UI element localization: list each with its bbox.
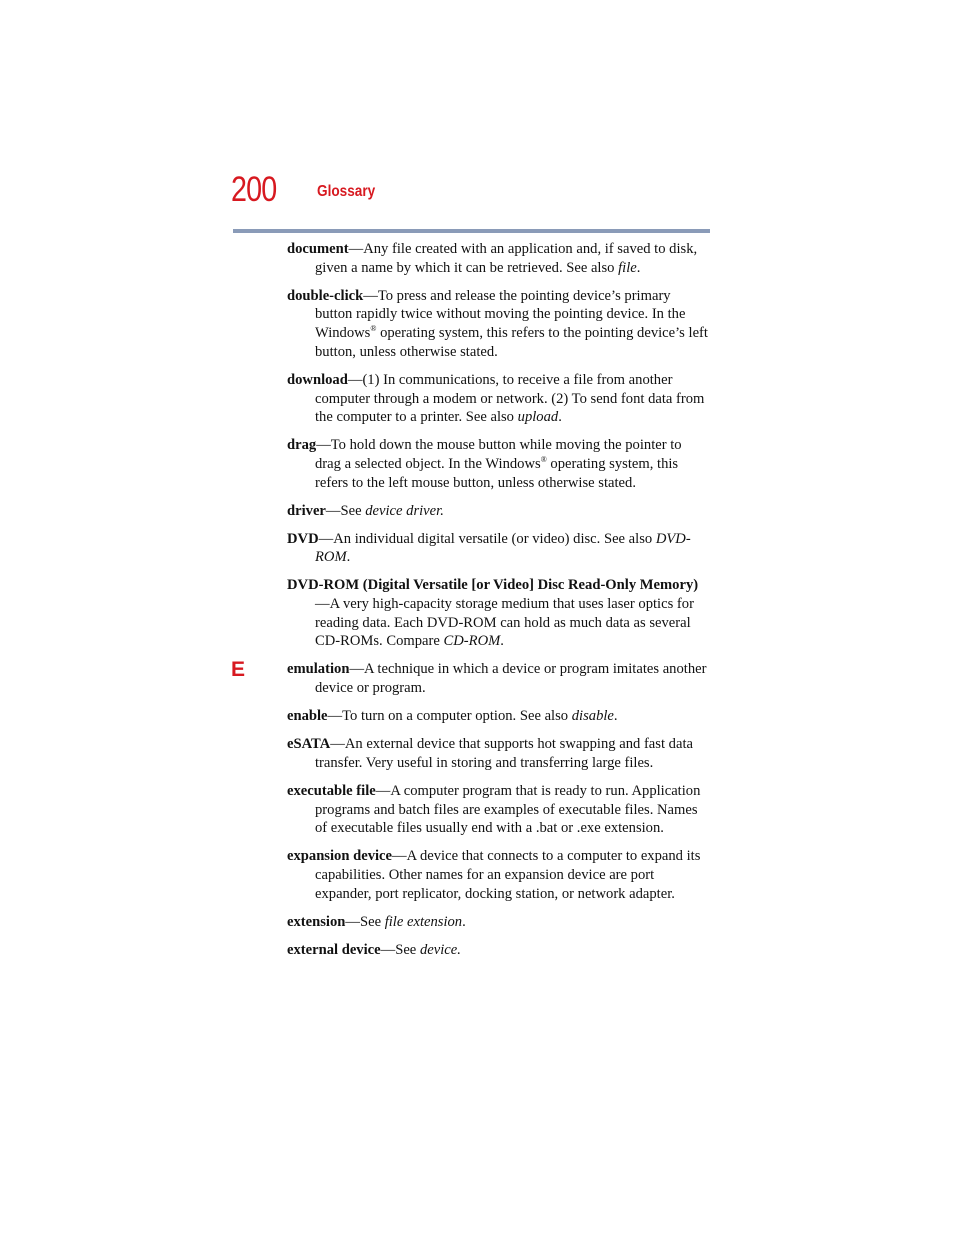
entry-definition-cont: operating system, this refers to the pointing device’s left button, unless otherwise stated. bbox=[315, 325, 708, 360]
entry-end: . bbox=[558, 409, 562, 426]
glossary-entry bbox=[287, 660, 711, 697]
entry-definition: —See bbox=[345, 913, 385, 930]
glossary-entry bbox=[287, 707, 711, 726]
registered-mark: ® bbox=[540, 454, 547, 464]
entry-definition: —(1) In communications, to receive a file from another computer through a modem or network. (2) To send font data from the computer to a printer. See also bbox=[315, 371, 705, 426]
entry-definition: —See bbox=[380, 941, 420, 958]
entry-definition: —To press and release the pointing device’s primary button rapidly twice without moving the pointing device. In the Windows bbox=[315, 287, 686, 342]
entry-term: emulation bbox=[287, 661, 350, 678]
entry-see-also: CD-ROM bbox=[443, 633, 501, 650]
page-number: 200 bbox=[231, 170, 277, 209]
entry-end: . bbox=[636, 259, 641, 276]
entry-end: . bbox=[462, 913, 466, 930]
entry-term: drag bbox=[287, 437, 317, 454]
entry-definition: —A device that connects to a computer to expand its capabilities. Other names for an expansion device are port expander, port replicator, docking station, or network adapter. bbox=[315, 848, 701, 902]
entry-term: DVD-ROM (Digital Versatile [or Video] Disc Read-Only Memory) bbox=[287, 577, 699, 594]
entry-definition: —A very high-capacity storage medium that uses laser optics for reading data. Each DVD-ROM can hold as much data as several CD-ROMs. Compare bbox=[315, 596, 694, 650]
entry-term: driver bbox=[287, 502, 326, 519]
entry-see-also: file extension bbox=[384, 913, 463, 930]
entry-definition-cont: operating system, this refers to the left mouse button, unless otherwise stated. bbox=[315, 455, 679, 491]
entry-definition: —To hold down the mouse button while moving the pointer to drag a selected object. In the Windows bbox=[315, 437, 682, 472]
glossary-entry bbox=[287, 576, 711, 651]
glossary-entry bbox=[287, 436, 711, 492]
entry-see-also: DVD-ROM bbox=[315, 530, 691, 566]
glossary-entry bbox=[287, 371, 711, 427]
entry-end: . bbox=[346, 549, 351, 566]
entry-term: enable bbox=[287, 708, 328, 725]
entry-see-also: device. bbox=[419, 941, 461, 958]
entry-see-also: disable bbox=[571, 708, 614, 725]
glossary-entry bbox=[287, 913, 711, 932]
entry-term: document bbox=[287, 241, 349, 257]
section-title: Glossary bbox=[317, 183, 376, 200]
header-rule bbox=[233, 229, 710, 233]
entry-term: eSATA bbox=[287, 736, 331, 753]
entry-definition: —An individual digital versatile (or video) disc. See also bbox=[318, 530, 656, 547]
glossary-entry bbox=[287, 941, 711, 960]
glossary-entry bbox=[287, 240, 711, 277]
entry-end: . bbox=[500, 633, 504, 650]
entry-definition: —See bbox=[325, 502, 366, 519]
entry-term: external device bbox=[287, 941, 381, 958]
entry-term: extension bbox=[287, 913, 346, 930]
glossary-entries bbox=[287, 240, 711, 969]
entry-term: double-click bbox=[287, 287, 364, 304]
glossary-entry bbox=[287, 847, 711, 903]
entry-definition: —A technique in which a device or program imitates another device or program. bbox=[315, 661, 707, 697]
entry-end: . bbox=[613, 708, 618, 725]
entry-see-also: file bbox=[618, 259, 637, 276]
entry-term: DVD bbox=[287, 530, 319, 547]
entry-definition: —To turn on a computer option. See also bbox=[327, 708, 572, 725]
glossary-entry bbox=[287, 287, 711, 362]
letter-marker: E bbox=[231, 658, 246, 681]
glossary-entry bbox=[287, 530, 711, 567]
entry-term: executable file bbox=[287, 782, 376, 799]
glossary-entry bbox=[287, 782, 711, 838]
entry-definition: —An external device that supports hot swapping and fast data transfer. Very useful in storing and transferring large files. bbox=[315, 736, 693, 771]
entry-definition: —A computer program that is ready to run. Application programs and batch files are examples of executable files. Names of executable files usually end with a .bat or .exe extension. bbox=[315, 782, 701, 837]
entry-see-also: upload bbox=[517, 409, 559, 426]
entry-term: expansion device bbox=[287, 848, 392, 865]
glossary-entry bbox=[287, 735, 711, 772]
entry-term: download bbox=[287, 371, 348, 388]
entry-see-also: device driver. bbox=[365, 502, 444, 519]
entry-definition: —Any file created with an application and, if saved to disk, given a name by which it can be retrieved. See also bbox=[315, 241, 698, 276]
glossary-entry bbox=[287, 502, 711, 521]
registered-mark: ® bbox=[370, 324, 377, 334]
